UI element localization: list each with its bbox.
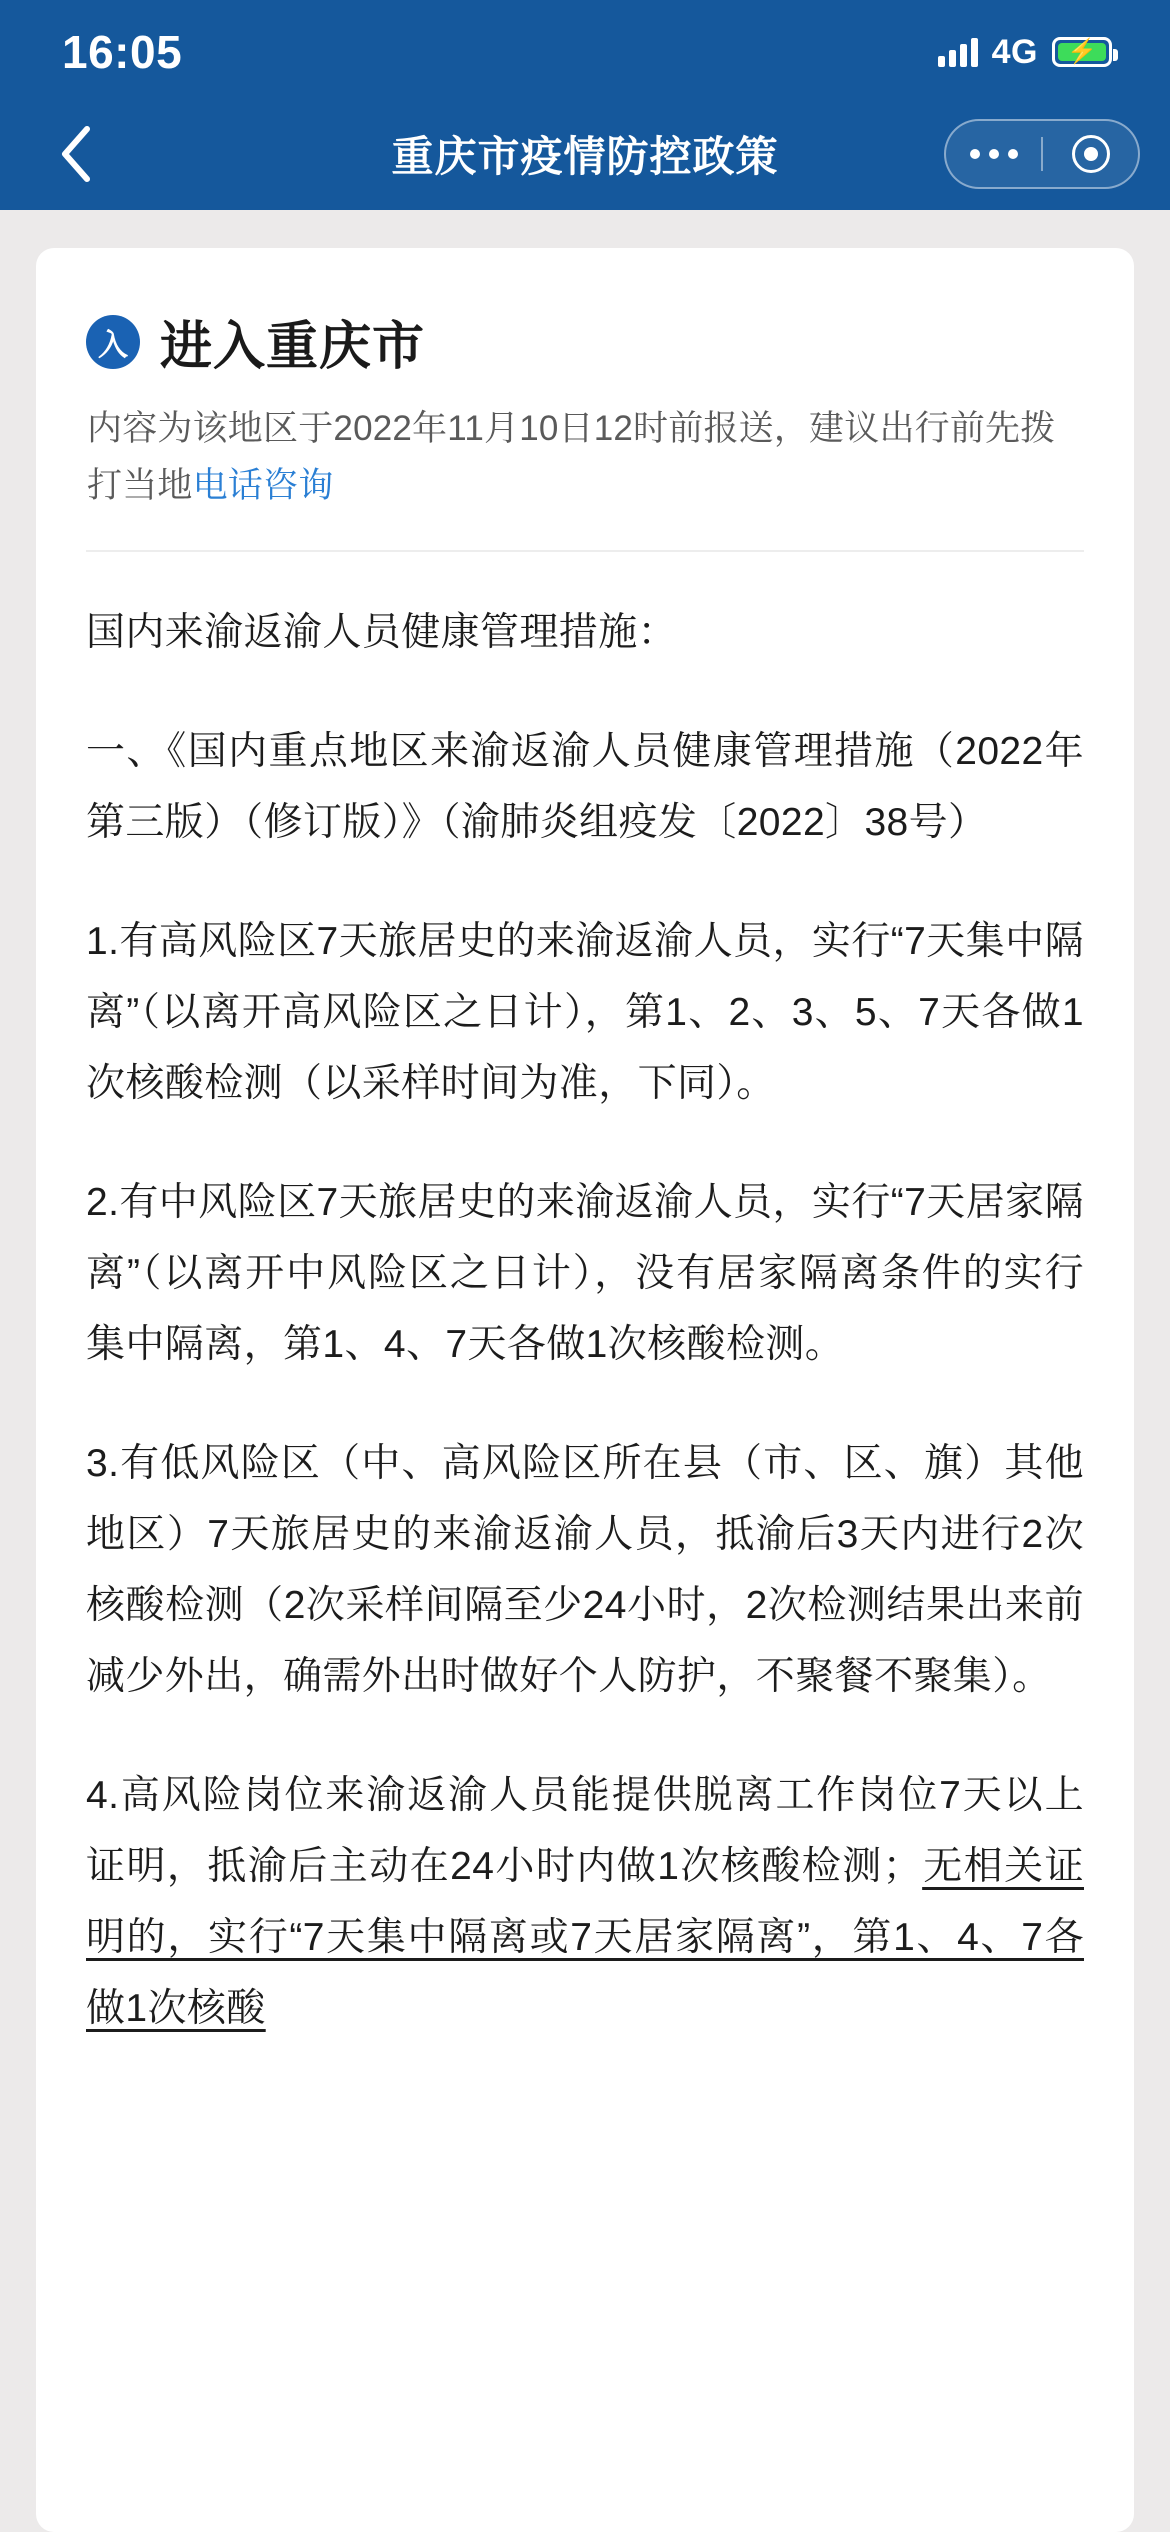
status-time: 16:05 <box>62 26 183 78</box>
policy-paragraph: 2.有中风险区7天旅居史的来渝返渝人员，实行“7天居家隔离”（以离开中风险区之日计），没有居家隔离条件的实行集中隔离，第1、4、7天各做1次核酸检测。 <box>86 1181 1084 1367</box>
nav-bar <box>0 98 1170 210</box>
content-scroll-area[interactable] <box>0 210 1170 2532</box>
enter-badge-icon: 入 <box>86 315 140 369</box>
status-bar <box>0 0 1170 98</box>
back-button[interactable] <box>40 119 110 189</box>
policy-paragraph: 3.有低风险区（中、高风险区所在县（市、区、旗）其他地区）7天旅居史的来渝返渝人员，抵渝后3天内进行2次核酸检测（2次采样间隔至少24小时，2次检测结果出来前减少外出，确需外出时做好个人防护，不聚餐不聚集）。 <box>86 1442 1084 1698</box>
chevron-left-icon <box>57 124 93 184</box>
target-circle-icon <box>1072 135 1110 173</box>
signal-bars-icon <box>938 37 978 67</box>
close-program-button[interactable] <box>1043 121 1138 187</box>
policy-paragraph: 一、《国内重点地区来渝返渝人员健康管理措施（2022年第三版）（修订版）》（渝肺炎组疫发〔2022〕38号） <box>86 730 1084 845</box>
network-type-label: 4G <box>991 32 1038 71</box>
card-header <box>86 304 1084 379</box>
policy-card <box>36 248 1134 2532</box>
policy-text-plain: 4.高风险岗位来渝返渝人员能提供脱离工作岗位7天以上证明，抵渝后主动在24小时内做1次核酸检测； <box>86 1773 1084 1888</box>
policy-paragraph: 国内来渝返渝人员健康管理措施： <box>86 611 678 655</box>
policy-paragraph: 1.有高风险区7天旅居史的来渝返渝人员，实行“7天集中隔离”（以离开高风险区之日计），第1、2、3、5、7天各做1次核酸检测（以采样时间为准，下同）。 <box>86 920 1084 1106</box>
battery-charging-icon: ⚡ <box>1052 37 1112 67</box>
more-menu-button[interactable] <box>946 121 1041 187</box>
status-indicators <box>938 27 1112 72</box>
mini-program-capsule <box>944 119 1140 189</box>
more-dots-icon <box>970 149 1018 159</box>
policy-body <box>86 598 1084 2044</box>
policy-paragraph-last <box>86 1761 1084 2045</box>
policy-text-underlined: 无相关证明的，实行“7天集中隔离或7天居家隔离”，第1、4、7各做1次核酸 <box>86 1844 1084 2030</box>
card-title: 进入重庆市 <box>160 318 426 376</box>
page-title: 重庆市疫情防控政策 <box>391 133 779 180</box>
phone-consult-link[interactable]: 电话咨询 <box>192 465 334 505</box>
card-subtitle-text: 内容为该地区于2022年11月10日12时前报送，建议出行前先拨打当地 <box>87 409 1056 505</box>
header-divider <box>86 550 1084 552</box>
card-subtitle <box>87 401 1084 514</box>
